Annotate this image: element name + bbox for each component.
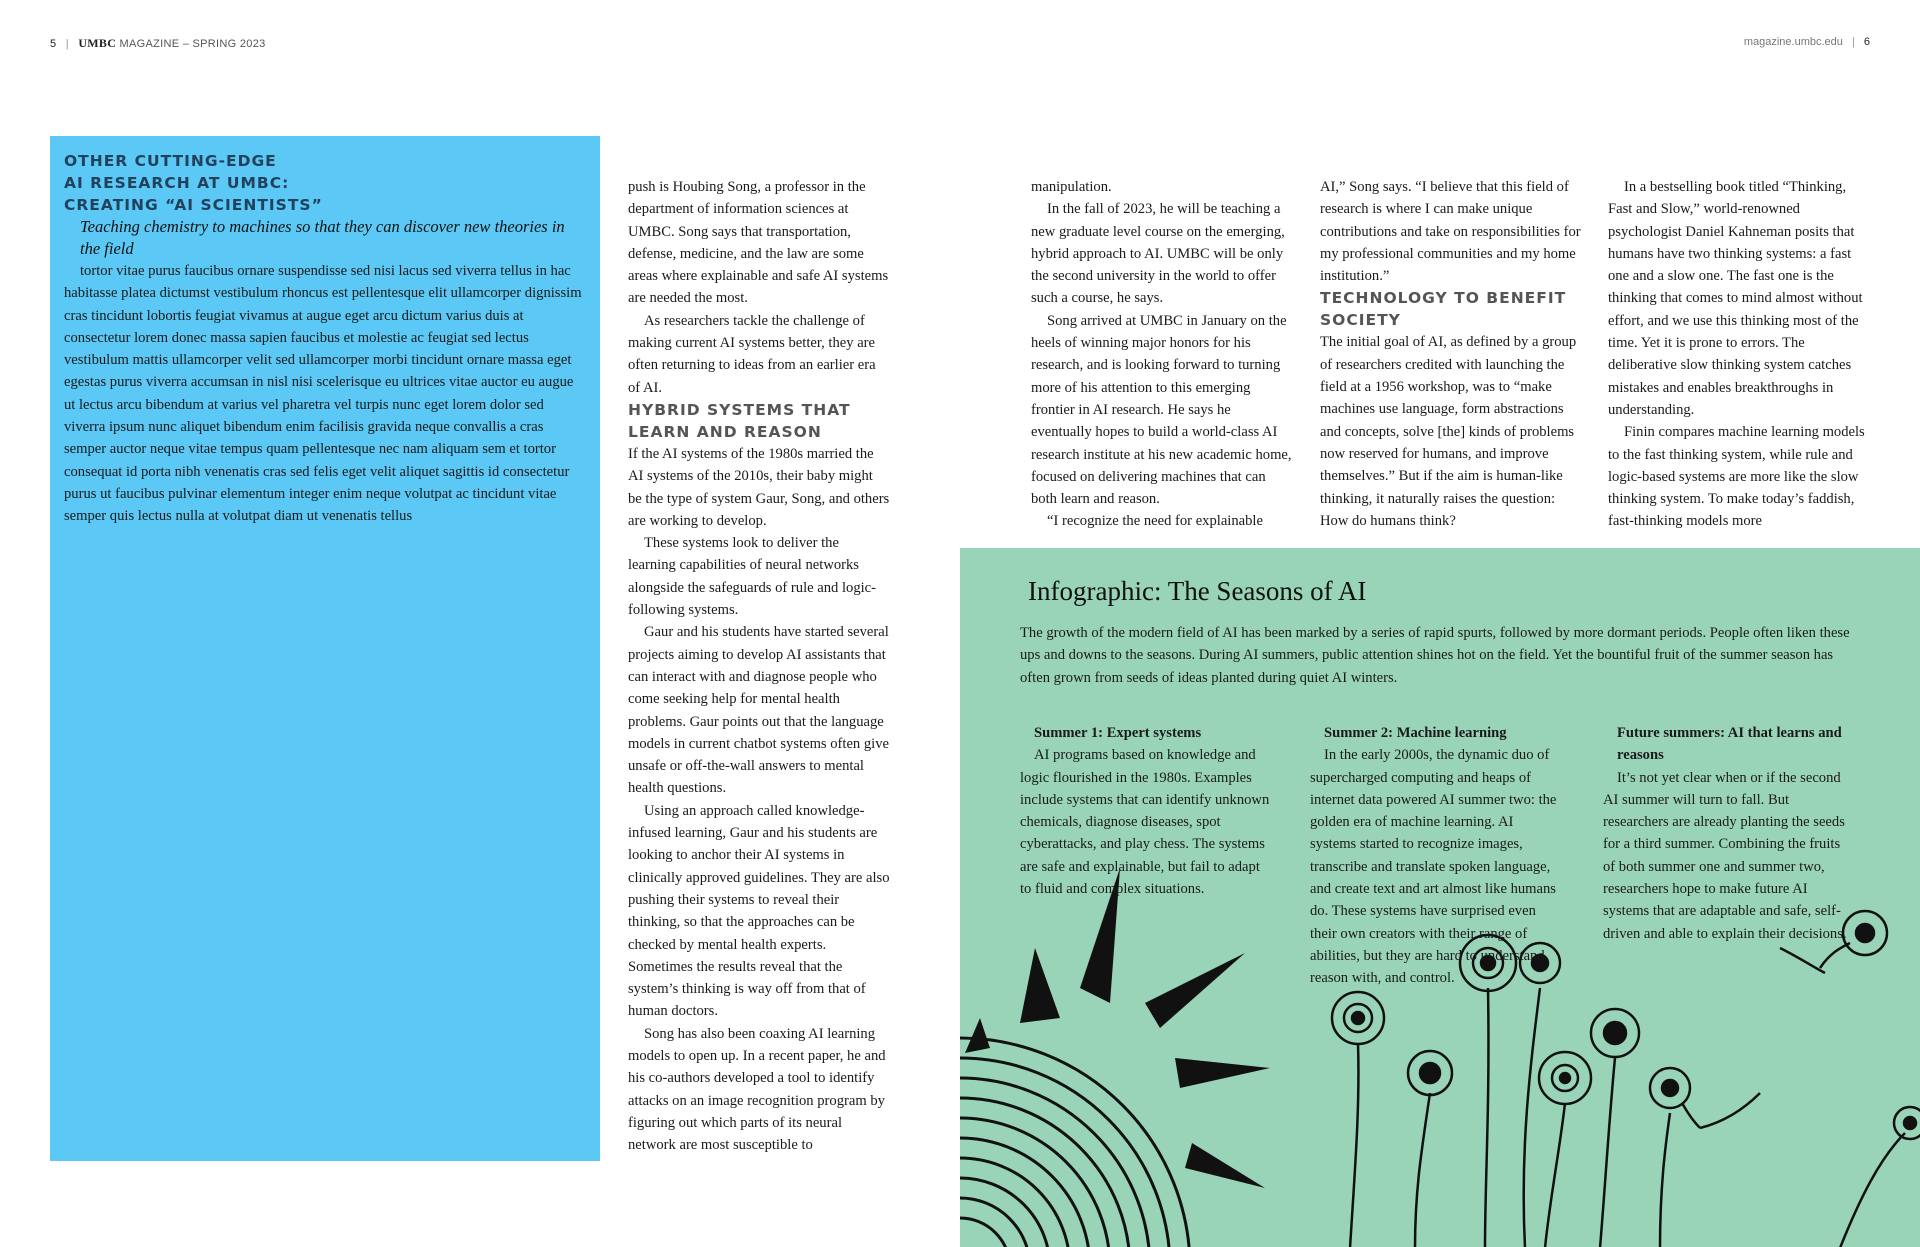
paragraph: Song has also been coaxing AI learning models to open up. In a recent paper, he and his co-authors developed a tool to identify attacks on an image recognition program by figuring out which parts of its neural network are most susceptible to [628,1025,886,1154]
page-number-right: 6 [1863,36,1870,48]
sidebar-box [50,136,600,1161]
page-number-left: 5 [50,38,57,50]
magazine-title: MAGAZINE – SPRING 2023 [119,38,266,50]
paragraph: In the fall of 2023, he will be teaching a new graduate level course on the emerging, hybrid approach to AI. UMBC will be only the second university in the world to offer such a course, he says. [1031,201,1285,307]
page-header-left [50,36,266,51]
season-body: It’s not yet clear when or if the second AI summer will turn to fall. But researchers are already planting the seeds for a third summer. Combining the fruits of both summer one and summer two, researchers hope to make future AI systems that are adaptable and safe, self-driven and able to explain their decisions. [1603,769,1847,942]
article-column-3 [1320,176,1582,532]
paragraph: In a bestselling book titled “Thinking, Fast and Slow,” world-renowned psychologist Daniel Kahneman posits that humans have two thinking systems: a fast one and a slow one. The fast one is the thinking that comes to mind almost without effort, and we use this thinking most of the time. Yet it is prone to errors. The deliberative slow thinking system catches mistakes and enables breakthroughs in understanding. [1608,179,1863,418]
umbc-logo: UMBC [78,36,117,50]
article-column-4 [1608,176,1870,533]
article-column-2 [1031,176,1293,533]
season-column-future [1603,722,1855,945]
section-heading-technology: TECHNOLOGY TO BENEFIT SOCIETY [1320,289,1567,330]
article-column-1 [628,176,890,1156]
paragraph: “I recognize the need for explainable [1047,513,1263,530]
section-heading-hybrid-systems: HYBRID SYSTEMS THAT LEARN AND REASON [628,400,851,441]
infographic-lead: The growth of the modern field of AI has been marked by a series of rapid spurts, followed by more dormant periods. People often liken these ups and downs to the seasons. During AI summers, public attention shines hot on the field. Yet the bountiful fruit of the summer season has often grown from seeds of ideas planted during quiet AI winters. [1020,625,1850,686]
magazine-url: magazine.umbc.edu [1743,36,1843,48]
paragraph: push is Houbing Song, a professor in the department of information sciences at UMBC. Song says that transportation, defense, medicine, and the law are some areas where explainable and safe AI systems are needed the most. [628,179,889,307]
season-column-summer-2 [1310,722,1562,990]
header-divider: | [1851,36,1855,48]
sidebar-heading-line2: AI RESEARCH AT UMBC: [64,174,290,192]
season-heading: Summer 2: Machine learning [1324,725,1507,741]
paragraph: As researchers tackle the challenge of making current AI systems better, they are often returning to ideas from an earlier era of AI. [628,312,876,396]
season-column-summer-1 [1020,722,1272,900]
paragraph: Song arrived at UMBC in January on the heels of winning major honors for his research, and is looking forward to turning more of his attention to this emerging frontier in AI research. He says he eventually hopes to build a world-class AI research institute at his new academic home, focused on delivering machines that can both learn and reason. [1031,312,1292,508]
season-body: AI programs based on knowledge and logic flourished in the 1980s. Examples include systems that can identify unknown chemicals, diagnose diseases, spot cyberattacks, and play chess. The systems are safe and explainable, but fail to adapt to fluid and complex situations. [1020,747,1270,898]
infographic-box [960,548,1920,1247]
paragraph: Using an approach called knowledge-infused learning, Gaur and his students are looking to anchor their AI systems in clinically approved guidelines. They are also pushing their systems to reveal their thinking, so that the approaches can be checked by mental health experts. Sometimes the results reveal that the system’s thinking is way off from that of human doctors. [628,802,890,1020]
season-body: In the early 2000s, the dynamic duo of supercharged computing and heaps of internet data powered AI summer two: the golden era of machine learning. AI systems started to recognize images, transcribe and translate spoken language, and create text and art almost like humans do. These systems have surprised even their own creators with their range of abilities, but they are hard to understand, reason with, and control. [1310,747,1557,987]
paragraph: Gaur and his students have started several projects aiming to develop AI assistants that can interact with and diagnose people who come seeking help for mental health problems. Gaur points out that the language models in current chatbot systems often give unsafe or off-the-wall answers to mental health questions. [628,624,890,797]
paragraph: manipulation. [1031,179,1112,195]
paragraph: These systems look to deliver the learning capabilities of neural networks alongside the safeguards of rule and logic-following systems. [628,535,877,619]
paragraph: Finin compares machine learning models to the fast thinking system, while rule and logic-based systems are more like the slow thinking system. To make today’s faddish, fast-thinking models more [1608,424,1865,530]
paragraph: AI,” Song says. “I believe that this field of research is where I can make unique contributions and take on responsibilities for my professional communities and my home institution.” [1320,179,1581,285]
paragraph: If the AI systems of the 1980s married the AI systems of the 2010s, their baby might be the type of system Gaur, Song, and others are working to develop. [628,445,890,529]
season-heading: Future summers: AI that learns and reasons [1617,725,1842,764]
sidebar-body: tortor vitae purus faucibus ornare suspendisse sed nisi lacus sed viverra tellus in hac habitasse platea dictumst vestibulum rhoncus est pellentesque elit ullamcorper dignissim cras tincidunt lobortis feugiat vivamus at augue eget arcu dictum varius duis at consectetur lorem donec massa sapien faucibus et molestie ac feugiat sed lectus vestibulum mattis ullamcorper velit sed ullamcorper morbi tincidunt ornare massa eget egestas purus viverra accumsan in nisl nisi scelerisque eu ultrices vitae auctor eu augue ut lectus arcu bibendum at varius vel pharetra vel turpis nunc eget lorem dolor sed viverra ipsum nunc aliquet bibendum enim facilisis gravida neque convallis a cras semper auctor neque vitae tempus quam pellentesque nec nam aliquam sem et tortor consequat id porta nibh venenatis cras sed felis eget velit aliquet sagittis id consectetur purus ut faucibus pulvinar elementum integer enim neque volutpat ac tincidunt vitae semper quis lectus nulla at volutpat diam ut venenatis tellus [64,263,582,525]
sidebar-subtitle: Teaching chemistry to machines so that they can discover new theories in the field [80,217,565,258]
sidebar-heading-line1: OTHER CUTTING-EDGE [64,152,277,170]
page-header-right [1744,36,1870,48]
season-heading: Summer 1: Expert systems [1034,725,1202,741]
paragraph: The initial goal of AI, as defined by a group of researchers credited with launching the field at a 1956 workshop, was to “make machines use language, form abstractions and concepts, solve [the] kinds of problems now reserved for humans, and improve themselves.” But if the aim is human-like thinking, it naturally raises the question: How do humans think? [1320,334,1577,529]
infographic-title: Infographic: The Seasons of AI [1028,576,1367,606]
sidebar-heading-line3: CREATING “AI SCIENTISTS” [64,196,323,214]
header-divider: | [65,38,69,50]
